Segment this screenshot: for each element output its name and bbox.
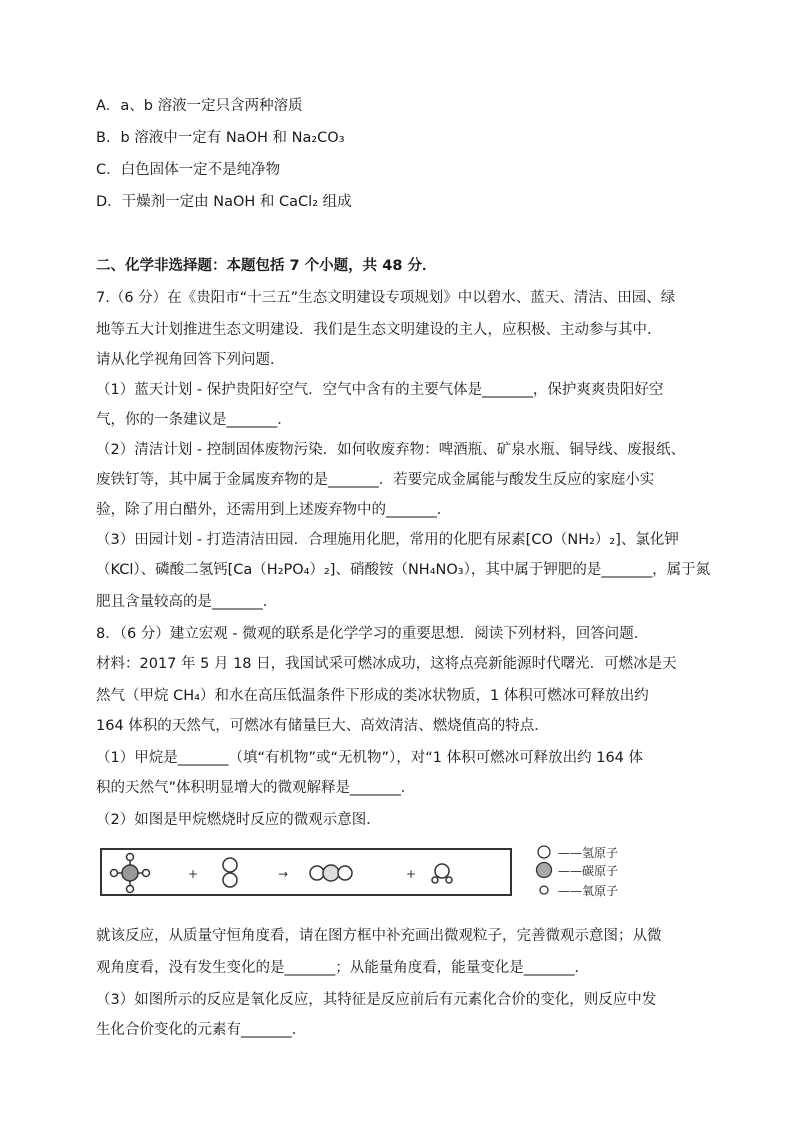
q8-line-3: 然气（甲烷 CH₄）和水在高压低温条件下形成的类冰状物质，1 体积可燃冰可释放出约	[96, 688, 649, 704]
legend-oxygen: ——氧原子	[558, 884, 619, 898]
q7-line-3: 请从化学视角回答下列问题．	[96, 352, 285, 368]
legend-carbon: ——碳原子	[558, 864, 619, 878]
q8-line-11: 生化合价变化的元素有_______．	[96, 1022, 307, 1038]
q7-line-4: （1）蓝天计划 - 保护贵阳好空气．空气中含有的主要气体是_______，保护爽爽贵阳好空	[96, 382, 664, 398]
q7-line-10: （KCl）、磷酸二氢钙[Ca（H₂PO₄）₂]、硝酸铵（NH₄NO₃），其中属于钾肥的是_______，属于氮	[96, 562, 711, 578]
q8-line-1: 8．（6 分）建立宏观 - 微观的联系是化学学习的重要思想．阅读下列材料，回答问题．	[96, 626, 649, 642]
q7-line-8: 验，除了用白醋外，还需用到上述废弃物中的_______．	[96, 502, 452, 518]
q7-line-2: 地等五大计划推进生态文明建设．我们是生态文明建设的主人，应积极、主动参与其中．	[96, 322, 662, 338]
water-molecule	[432, 864, 452, 883]
option-d: D．干燥剂一定由 NaOH 和 CaCl₂ 组成	[96, 194, 352, 210]
q7-line-1: 7.（6 分）在《贵阳市“十三五”生态文明建设专项规划》中以碧水、蓝天、清洁、田园、绿	[96, 290, 676, 306]
q7-line-7: 废铁钉等，其中属于金属废弃物的是_______．若要完成金属能与酸发生反应的家庭小实	[96, 472, 655, 488]
q7-line-9: （3）田园计划 - 打造清洁田园．合理施用化肥，常用的化肥有尿素[CO（NH₂）₂]、氯化钾	[96, 532, 679, 548]
reaction-diagram	[102, 850, 512, 896]
oxygen-atom-icon	[540, 886, 548, 894]
q8-line-6: 积的天然气”体积明显增大的微观解释是_______．	[96, 780, 416, 796]
oxygen-molecule	[223, 858, 237, 887]
q8-line-9: 观角度看，没有发生变化的是_______；从能量角度看，能量变化是_______．	[96, 960, 589, 976]
reaction-diagram-box	[100, 848, 512, 896]
q7-line-11: 肥且含量较高的是_______．	[96, 594, 278, 610]
carbon-dioxide-molecule	[310, 865, 352, 881]
option-b: B．b 溶液中一定有 NaOH 和 Na₂CO₃	[96, 130, 345, 146]
carbon-atom-icon	[537, 863, 552, 878]
q8-line-10: （3）如图所示的反应是氧化反应，其特征是反应前后有元素化合价的变化，则反应中发	[96, 992, 657, 1008]
plus-sign: +	[188, 867, 199, 881]
q8-line-2: 材料：2017 年 5 月 18 日，我国试采可燃冰成功，这将点亮新能源时代曙光．可燃冰是天	[96, 656, 677, 672]
plus-sign: +	[406, 867, 417, 881]
q7-line-5: 气，你的一条建议是_______．	[96, 412, 292, 428]
methane-molecule	[111, 854, 150, 893]
q7-line-6: （2）清洁计划 - 控制固体废物污染．如何收废弃物：啤酒瓶、矿泉水瓶、铜导线、废报纸、	[96, 442, 686, 458]
legend-hydrogen: ——氢原子	[558, 846, 619, 860]
section-heading: 二、化学非选择题：本题包括 7 个小题，共 48 分．	[96, 258, 437, 274]
q8-line-4: 164 体积的天然气，可燃冰有储量巨大、高效清洁、燃烧值高的特点．	[96, 718, 549, 734]
option-a: A．a、b 溶液一定只含两种溶质	[96, 98, 303, 114]
q8-line-8: 就该反应，从质量守恒角度看，请在图方框中补充画出微观粒子，完善微观示意图；从微	[96, 928, 662, 944]
option-c: C．白色固体一定不是纯净物	[96, 162, 281, 178]
q8-line-5: （1）甲烷是_______（填“有机物”或“无机物”），对“1 体积可燃冰可释放出约 164 体	[96, 750, 644, 766]
q8-line-7: （2）如图是甲烷燃烧时反应的微观示意图．	[96, 812, 381, 828]
hydrogen-atom-icon	[538, 846, 550, 858]
arrow-icon: →	[278, 867, 289, 881]
diagram-legend	[534, 842, 664, 902]
